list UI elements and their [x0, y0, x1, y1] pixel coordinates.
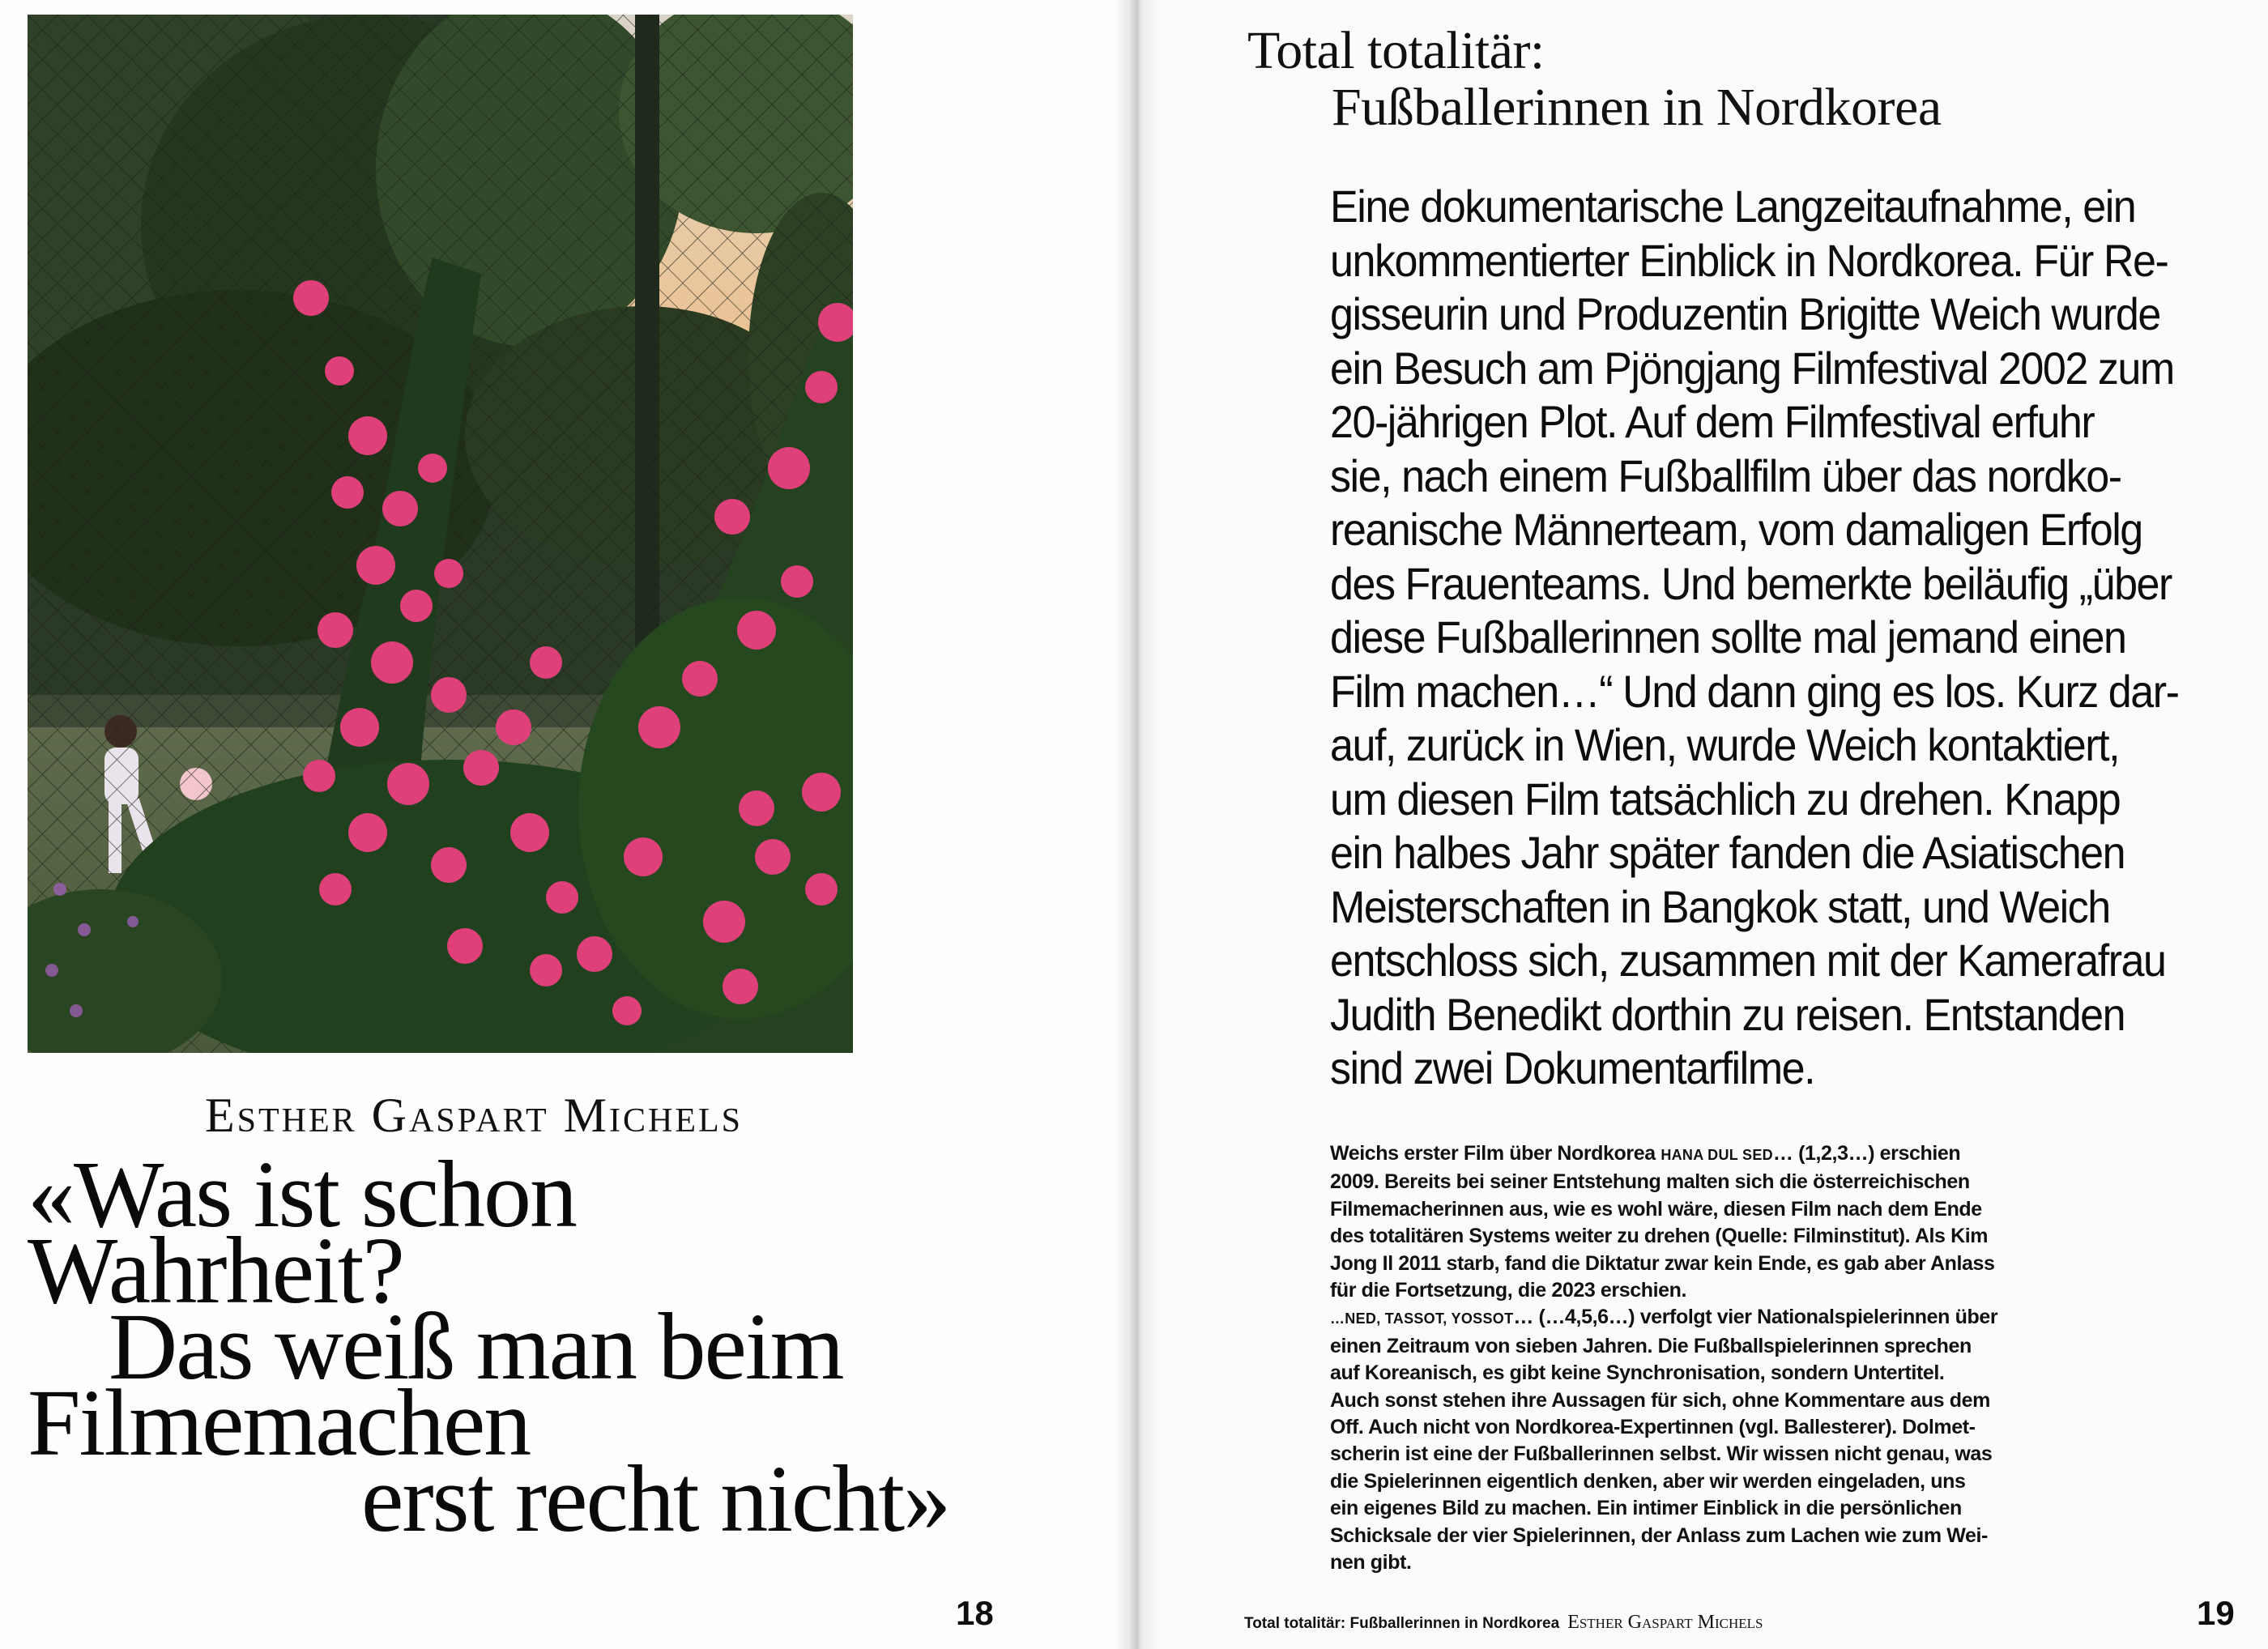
lead-line: reanische Männerteam, vom damaligen Erfolg	[1330, 504, 2142, 555]
body-line: scherin ist eine der Fußballerinnen selbst. Wir wissen nicht genau, was	[1330, 1442, 1993, 1466]
lead-line: des Frauenteams. Und bemerkte beiläufig „über	[1330, 557, 2172, 609]
book-gutter	[1115, 0, 1160, 1649]
lead-line: entschloss sich, zusammen mit der Kamerafrau	[1330, 935, 2166, 986]
lead-line: auf, zurück in Wien, wurde Weich kontaktiert,	[1330, 719, 2120, 770]
quote-line: erst recht nicht»	[361, 1446, 950, 1552]
quote-line: Wahrheit?	[28, 1217, 403, 1323]
body-line: einen Zeitraum von sieben Jahren. Die Fußballspielerinnen sprechen	[1330, 1334, 1972, 1357]
body-line-post: … (…4,5,6…) verfolgt vier Nationalspielerinnen über	[1513, 1306, 1998, 1329]
body-line-post: … (1,2,3…) erschien	[1772, 1142, 1961, 1165]
rose-fence-photo	[28, 15, 853, 1053]
title-line-2: Fußballerinnen in Nordkorea	[1332, 78, 1942, 137]
body-line: ein eigenes Bild zu machen. Ein intimer Einblick in die persönlichen	[1330, 1497, 1962, 1520]
page-number-right: 19	[2197, 1594, 2235, 1632]
page-number-left: 18	[956, 1594, 994, 1632]
lead-line: ein Besuch am Pjöngjang Filmfestival 2002 zum	[1330, 342, 2174, 394]
lead-line: gisseurin und Produzentin Brigitte Weich wurde	[1330, 288, 2160, 339]
lead-line: sind zwei Dokumentarfilme.	[1330, 1042, 1815, 1093]
author-name: Esther Gaspart Michels	[204, 1089, 743, 1142]
body-line: Jong Il 2011 starb, fand die Diktatur zwar kein Ende, es gab aber Anlass	[1330, 1251, 1995, 1275]
lead-line: Judith Benedikt dorthin zu reisen. Entstanden	[1330, 988, 2125, 1040]
body-line: Filmemacherinnen aus, wie es wohl wäre, diesen Film nach dem Ende	[1330, 1197, 1982, 1221]
left-page	[0, 0, 1131, 1649]
quote-line: Filmemachen	[28, 1370, 531, 1476]
body-line: Schicksale der vier Spielerinnen, der Anlass zum Lachen wie zum Wei-	[1330, 1523, 1988, 1547]
body-line: Auch sonst stehen ihre Aussagen für sich, ohne Kommentare aus dem	[1330, 1388, 1990, 1412]
article-title	[1247, 23, 1942, 136]
lead-line: sie, nach einem Fußballfilm über das nordko-	[1330, 450, 2121, 501]
lead-line: 20-jährigen Plot. Auf dem Filmfestival erfuhr	[1330, 396, 2095, 447]
footer-title: Total totalitär: Fußballerinnen in Nordkorea	[1244, 1615, 1560, 1632]
film-title-1: HANA DUL SED	[1660, 1147, 1773, 1163]
pull-quote	[28, 1141, 1097, 1552]
body-text	[1330, 1140, 2059, 1577]
lead-line: Film machen…“ Und dann ging es los. Kurz dar-	[1330, 665, 2179, 717]
body-line	[1330, 1304, 2059, 1332]
body-line: des totalitären Systems weiter zu drehen (Quelle: Filminstitut). Als Kim	[1330, 1225, 1989, 1248]
footer-author: Esther Gaspart Michels	[1567, 1612, 1763, 1633]
lead-line: Eine dokumentarische Langzeitaufnahme, ein	[1330, 181, 2136, 232]
lead-line: ein halbes Jahr später fanden die Asiatischen	[1330, 827, 2125, 878]
lead-line: diese Fußballerinnen sollte mal jemand einen	[1330, 611, 2126, 663]
photo-illustration	[28, 15, 853, 1053]
film-title-2: …NED, TASSOT, YOSSOT	[1330, 1310, 1514, 1327]
body-line	[1330, 1140, 2059, 1169]
body-line: nen gibt.	[1330, 1551, 1412, 1574]
lead-line: unkommentierter Einblick in Nordkorea. Für Re-	[1330, 234, 2168, 286]
body-line: die Spielerinnen eigentlich denken, aber wir werden eingeladen, uns	[1330, 1469, 1966, 1493]
quote-line: Das weiß man beim	[109, 1293, 843, 1400]
running-footer	[1244, 1612, 1763, 1634]
title-line-1: Total totalitär:	[1247, 21, 1545, 80]
quote-line: «Was ist schon	[28, 1141, 577, 1247]
body-line: für die Fortsetzung, die 2023 erschien.	[1330, 1279, 1687, 1302]
lead-line: um diesen Film tatsächlich zu drehen. Knapp	[1330, 773, 2121, 824]
lead-line: Meisterschaften in Bangkok statt, und Weich	[1330, 880, 2110, 932]
lead-paragraph	[1330, 180, 2181, 1096]
body-line-pre: Weichs erster Film über Nordkorea	[1330, 1142, 1661, 1165]
body-line: 2009. Bereits bei seiner Entstehung malten sich die österreichischen	[1330, 1170, 1970, 1194]
body-line: auf Koreanisch, es gibt keine Synchronisation, sondern Untertitel.	[1330, 1361, 1945, 1385]
body-line: Off. Auch nicht von Nordkorea-Expertinnen (vgl. Ballesterer). Dolmet-	[1330, 1416, 1976, 1439]
